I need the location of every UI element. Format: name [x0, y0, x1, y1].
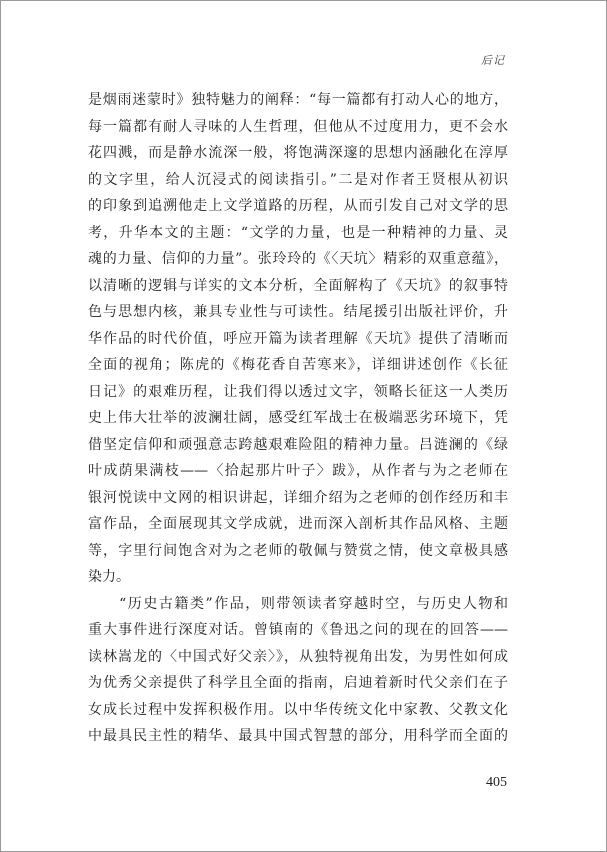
text-line: 以清晰的逻辑与详实的文本分析，全面解构了《天坑》的叙事特 — [88, 277, 508, 294]
text-line: 染力。 — [88, 569, 130, 585]
text-line: 富作品，全面展现其文学成就，进而深入剖析其作品风格、主题 — [88, 516, 508, 532]
page-number: 405 — [486, 775, 507, 790]
text-line: 为优秀父亲提供了科学且全面的指南，启迪着新时代父亲们在子 — [88, 675, 508, 691]
text-line: 花四溅，而是静水流深一般，将饱满深邃的思想内涵融化在淳厚 — [88, 145, 508, 161]
body-text — [88, 87, 508, 750]
text-line: 借坚定信仰和顽强意志跨越艰难险阻的精神力量。吕涟澜的《绿 — [88, 436, 508, 453]
text-line: 日记》的艰难历程，让我们得以透过文字，领略长征这一人类历 — [88, 383, 508, 400]
text-line: 色与思想内核，兼具专业性与可读性。结尾援引出版社评价，升 — [88, 304, 508, 320]
text-line: 等，字里行间饱含对为之老师的敬佩与赞赏之情，使文章极具感 — [88, 542, 508, 559]
text-line: 全面的视角；陈虎的《梅花香自苦寒来》，详细讲述创作《长征 — [88, 357, 508, 373]
text-line: 魂的力量、信仰的力量”。张玲玲的《〈天坑〉精彩的双重意蕴》， — [88, 251, 508, 267]
text-line: 考，升华本文的主题：“文学的力量，也是一种精神的力量、灵 — [88, 224, 508, 241]
text-line: 史上伟大壮举的波澜壮阔，感受红军战士在极端恶劣环境下，凭 — [88, 410, 508, 426]
text-line: 华作品的时代价值，呼应开篇为读者理解《天坑》提供了清晰而 — [88, 330, 508, 347]
text-line: 重大事件进行深度对话。曾镇南的《鲁迅之问的现在的回答—— — [88, 622, 508, 638]
text-line: “历史古籍类”作品，则带领读者穿越时空，与历史人物和 — [88, 595, 508, 612]
text-line: 的印象到追溯他走上文学道路的历程，从而引发自己对文学的思 — [88, 198, 508, 214]
text-line: 的文字里，给人沉浸式的阅读指引。”二是对作者王贤根从初识 — [88, 171, 508, 188]
text-line: 中最具民主性的精华、最具中国式智慧的部分，用科学而全面的 — [88, 728, 508, 744]
text-line: 银河悦读中文网的相识讲起，详细介绍为之老师的创作经历和丰 — [88, 489, 508, 506]
text-line: 女成长过程中发挥积极作用。以中华传统文化中家教、父教文化 — [88, 701, 508, 718]
text-line: 每一篇都有耐人寻味的人生哲理，但他从不过度用力，更不会水 — [88, 118, 508, 135]
text-line: 是烟雨迷蒙时》独特魅力的阐释：“每一篇都有打动人心的地方， — [88, 92, 508, 108]
text-line: 叶成荫果满枝——〈拾起那片叶子〉跋》，从作者与为之老师在 — [88, 463, 508, 479]
text-line: 读林嵩龙的〈中国式好父亲〉》，从独特视角出发，为男性如何成 — [88, 648, 508, 665]
running-header: 后记 — [481, 54, 505, 67]
